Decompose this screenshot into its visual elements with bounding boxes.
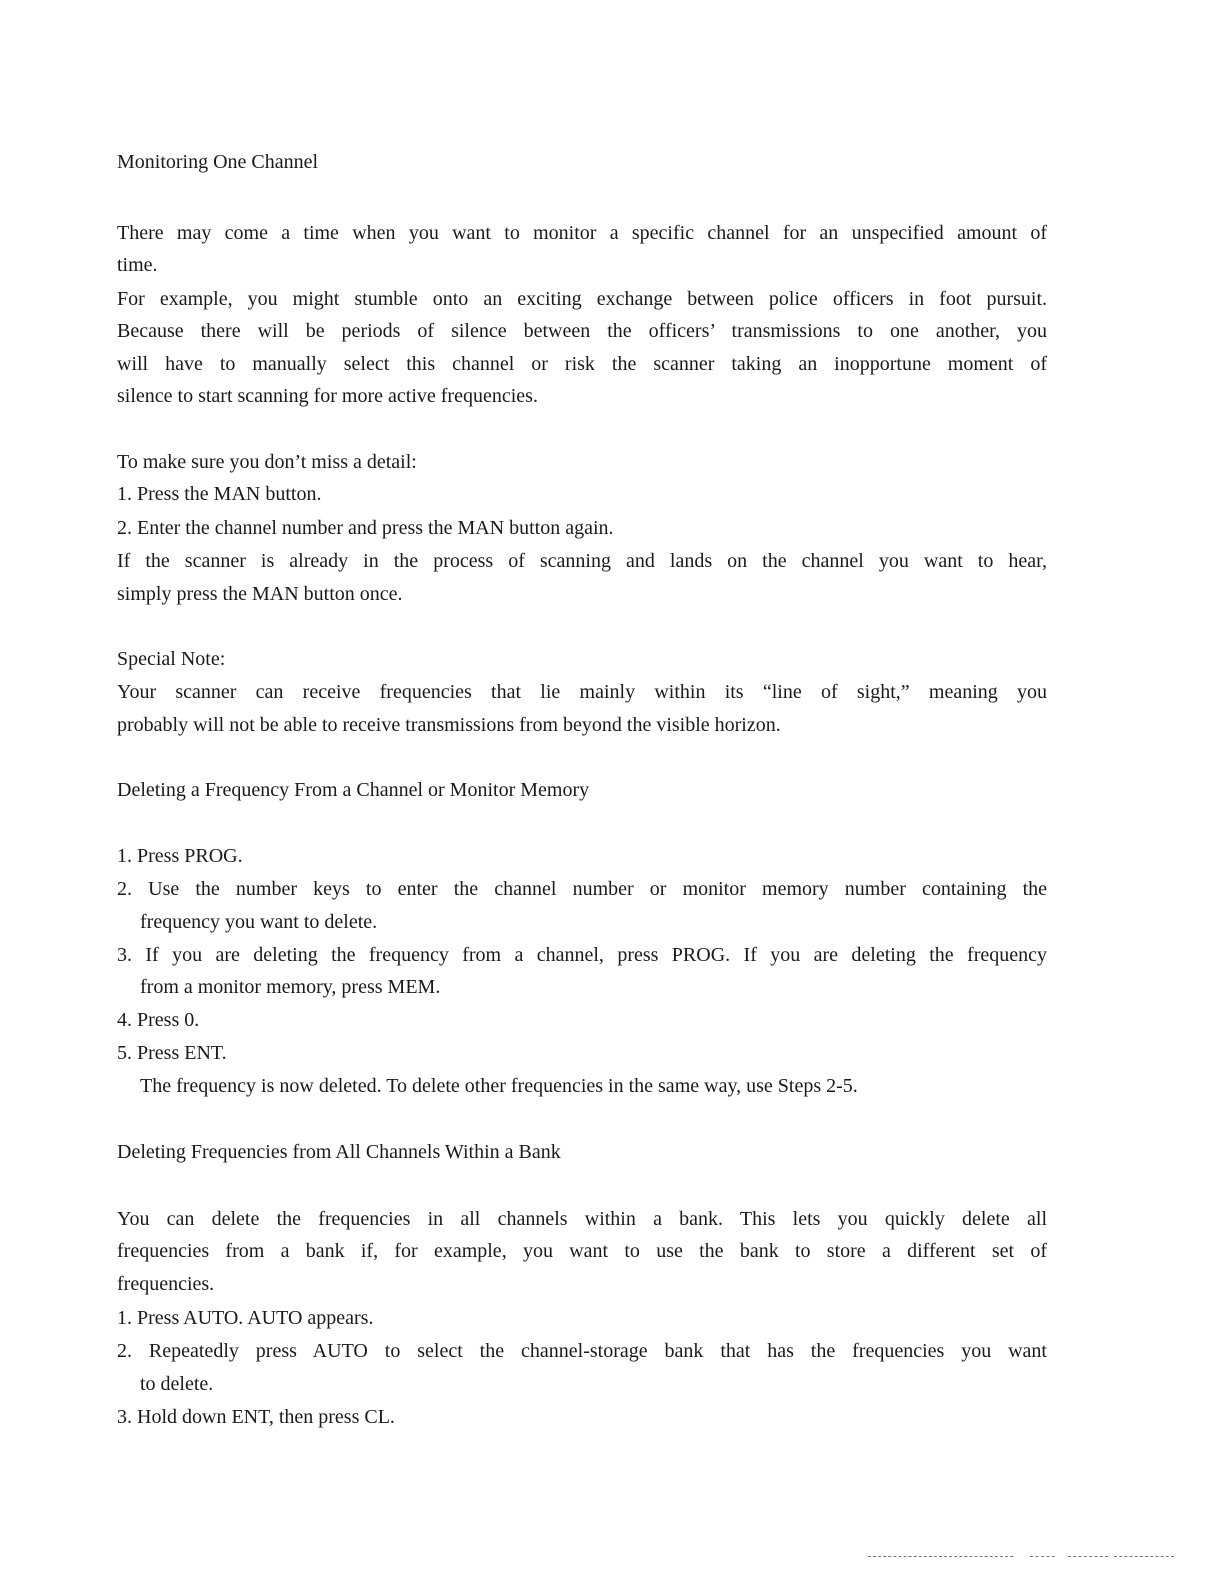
section-heading: Deleting Frequencies from All Channels Within a Bank (117, 1141, 561, 1163)
paragraph-line: There may come a time when you want to monitor a specific channel for an unspecified amount of (117, 222, 1047, 244)
paragraph-line: silence to start scanning for more active frequencies. (117, 385, 538, 407)
paragraph-line: time. (117, 254, 158, 276)
list-item: 2. Enter the channel number and press the MAN button again. (117, 517, 614, 539)
list-item: 1. Press the MAN button. (117, 483, 322, 505)
note-label: Special Note: (117, 648, 226, 670)
paragraph-line: To make sure you don’t miss a detail: (117, 451, 417, 473)
list-item-continuation: frequency you want to delete. (140, 911, 378, 933)
paragraph-line: You can delete the frequencies in all channels within a bank. This lets you quickly delete all (117, 1208, 1047, 1230)
list-item: 1. Press PROG. (117, 845, 243, 867)
paragraph-line: Your scanner can receive frequencies that lie mainly within its “line of sight,” meaning you (117, 681, 1047, 703)
list-item-continuation: from a monitor memory, press MEM. (140, 976, 441, 998)
section-heading: Monitoring One Channel (117, 151, 319, 173)
list-item-continuation: to delete. (140, 1373, 214, 1395)
paragraph-line: simply press the MAN button once. (117, 583, 403, 605)
list-item-continuation: The frequency is now deleted. To delete other frequencies in the same way, use Steps 2-5. (140, 1075, 858, 1097)
list-item: 5. Press ENT. (117, 1042, 227, 1064)
scan-artifact (1114, 1556, 1174, 1558)
list-item: 1. Press AUTO. AUTO appears. (117, 1307, 374, 1329)
paragraph-line: will have to manually select this channel or risk the scanner taking an inopportune moment of (117, 353, 1047, 375)
section-heading: Deleting a Frequency From a Channel or Monitor Memory (117, 779, 590, 801)
list-item: 4. Press 0. (117, 1009, 200, 1031)
list-item: 3. Hold down ENT, then press CL. (117, 1406, 395, 1428)
paragraph-line: probably will not be able to receive transmissions from beyond the visible horizon. (117, 714, 781, 736)
list-item: 2. Repeatedly press AUTO to select the channel-storage bank that has the frequencies you want (117, 1340, 1047, 1362)
scan-artifact (1068, 1556, 1108, 1558)
paragraph-line: Because there will be periods of silence between the officers’ transmissions to one another, you (117, 320, 1047, 342)
list-item: 3. If you are deleting the frequency from a channel, press PROG. If you are deleting the frequency (117, 944, 1047, 966)
scan-artifact (868, 1556, 1013, 1558)
scan-artifact (1030, 1556, 1055, 1558)
paragraph-line: If the scanner is already in the process of scanning and lands on the channel you want to hear, (117, 550, 1047, 572)
paragraph-line: frequencies. (117, 1273, 215, 1295)
list-item: 2. Use the number keys to enter the channel number or monitor memory number containing the (117, 878, 1047, 900)
paragraph-line: frequencies from a bank if, for example, you want to use the bank to store a different set of (117, 1240, 1047, 1262)
paragraph-line: For example, you might stumble onto an exciting exchange between police officers in foot pursuit. (117, 288, 1047, 310)
